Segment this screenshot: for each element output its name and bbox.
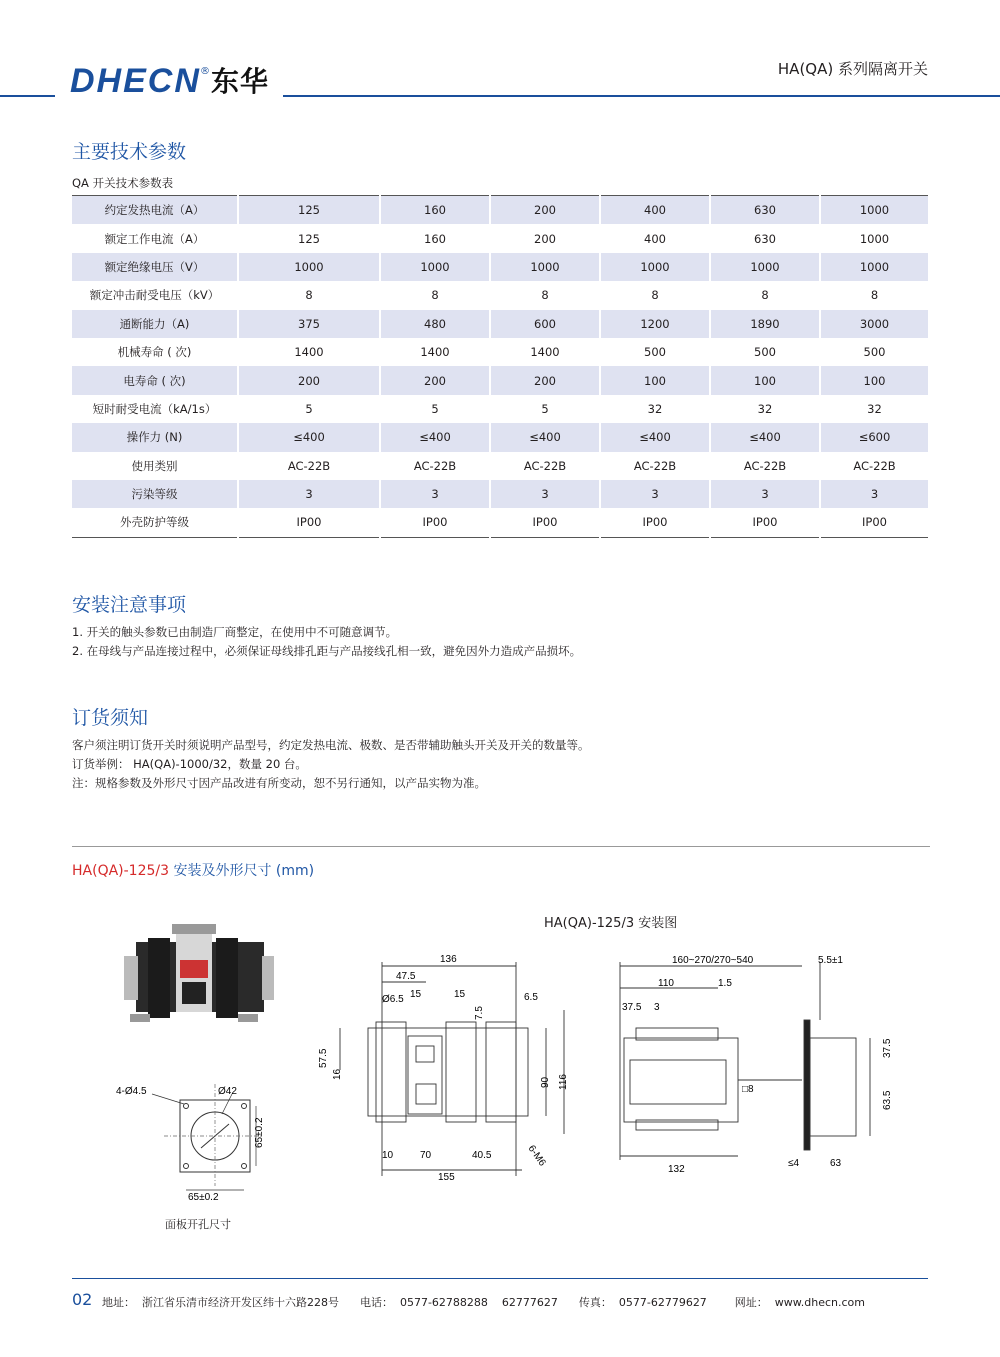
page-number: 02 (72, 1290, 93, 1309)
table-cell: 1400 (490, 338, 600, 366)
table-cell: 5 (238, 395, 380, 423)
front-dim: 15 (410, 989, 422, 1000)
table-cell: ≤400 (490, 423, 600, 451)
table-cell: 375 (238, 310, 380, 338)
drawing-title-text: 安装及外形尺寸 (mm) (169, 863, 315, 879)
table-cell: 8 (820, 281, 928, 309)
panel-cutout-drawing (112, 1078, 272, 1208)
table-cell: 500 (600, 338, 710, 366)
registered-mark: ® (200, 66, 210, 77)
section-title-order: 订货须知 (72, 707, 149, 729)
table-cell: AC-22B (238, 452, 380, 480)
row-label: 短时耐受电流（kA/1s） (72, 395, 238, 423)
table-cell: 400 (600, 224, 710, 252)
install-diagram-title: HA(QA)-125/3 安装图 (544, 916, 678, 931)
row-label: 操作力 (N) (72, 423, 238, 451)
table-cell: 200 (238, 366, 380, 394)
table-cell: 1000 (820, 253, 928, 281)
front-dim: 70 (420, 1150, 432, 1161)
product-photo (118, 920, 278, 1028)
side-view-drawing (600, 950, 900, 1180)
table-cell: 160 (380, 196, 490, 225)
table-cell: 125 (238, 196, 380, 225)
table-cell: 5 (380, 395, 490, 423)
table-cell: AC-22B (490, 452, 600, 480)
table-cell: 500 (820, 338, 928, 366)
table-cell: 630 (710, 196, 820, 225)
table-cell: 1400 (238, 338, 380, 366)
row-label: 额定绝缘电压（V） (72, 253, 238, 281)
front-dim: 136 (440, 954, 457, 965)
header-rule-left (0, 95, 55, 97)
table-cell: IP00 (238, 508, 380, 537)
footer-contact: 地址： 浙江省乐清市经济开发区纬十六路228号 电话： 0577-62788288 62777627 传真： 0577-62779627 网址： www.dhecn.com (102, 1296, 865, 1309)
table-cell: 8 (380, 281, 490, 309)
table-cell: AC-22B (820, 452, 928, 480)
table-cell: 1000 (710, 253, 820, 281)
table-cell: 32 (600, 395, 710, 423)
table-cell: 32 (820, 395, 928, 423)
side-dim: 37.5 (882, 1038, 893, 1058)
panel-h-dim: 65±0.2 (254, 1117, 265, 1148)
table-row (72, 310, 928, 338)
side-dim: □8 (742, 1084, 754, 1095)
table-cell: 5 (490, 395, 600, 423)
section-divider (72, 846, 930, 847)
section-title-install: 安装注意事项 (72, 594, 187, 616)
table-cell: 400 (600, 196, 710, 225)
row-label: 约定发热电流（A） (72, 196, 238, 225)
table-row (72, 196, 928, 225)
table-row (72, 452, 928, 480)
table-cell: 200 (490, 366, 600, 394)
table-cell: 8 (600, 281, 710, 309)
table-cell: ≤400 (710, 423, 820, 451)
table-row (72, 366, 928, 394)
table-cell: AC-22B (600, 452, 710, 480)
table-cell: 1000 (238, 253, 380, 281)
row-label: 额定冲击耐受电压（kV） (72, 281, 238, 309)
row-label: 机械寿命 ( 次) (72, 338, 238, 366)
table-cell: 200 (490, 224, 600, 252)
table-caption: QA 开关技术参数表 (72, 176, 174, 190)
row-label: 额定工作电流（A） (72, 224, 238, 252)
table-cell: 200 (380, 366, 490, 394)
row-label: 电寿命 ( 次) (72, 366, 238, 394)
front-dim: 15 (454, 989, 466, 1000)
table-cell: 32 (710, 395, 820, 423)
table-cell: 100 (600, 366, 710, 394)
table-cell: 200 (490, 196, 600, 225)
table-cell: AC-22B (710, 452, 820, 480)
table-row (72, 395, 928, 423)
table-cell: 600 (490, 310, 600, 338)
table-cell: 1400 (380, 338, 490, 366)
row-label: 通断能力（A) (72, 310, 238, 338)
row-label: 污染等级 (72, 480, 238, 508)
table-cell: 3 (380, 480, 490, 508)
table-cell: IP00 (710, 508, 820, 537)
table-cell: ≤400 (600, 423, 710, 451)
side-dim: 110 (658, 978, 674, 989)
front-dim: Ø6.5 (382, 994, 404, 1005)
side-dim: 37.5 (622, 1002, 642, 1013)
panel-center-dim: Ø42 (218, 1086, 237, 1097)
table-row (72, 508, 928, 537)
table-cell: IP00 (820, 508, 928, 537)
table-cell: 1000 (820, 196, 928, 225)
table-cell: 8 (490, 281, 600, 309)
table-cell: 630 (710, 224, 820, 252)
table-cell: IP00 (380, 508, 490, 537)
table-cell: ≤400 (238, 423, 380, 451)
order-notes (72, 736, 590, 793)
install-note: 1. 开关的触头参数已由制造厂商整定，在使用中不可随意调节。 (72, 625, 398, 639)
table-cell: 1000 (490, 253, 600, 281)
table-cell: IP00 (600, 508, 710, 537)
table-cell: 500 (710, 338, 820, 366)
table-cell: 3 (710, 480, 820, 508)
row-label: 外壳防护等级 (72, 508, 238, 537)
front-dim: 116 (558, 1074, 569, 1090)
table-cell: 1000 (820, 224, 928, 252)
table-cell: ≤600 (820, 423, 928, 451)
page-header-title: HA(QA) 系列隔离开关 (777, 60, 928, 78)
table-cell: 3 (490, 480, 600, 508)
table-cell: 1890 (710, 310, 820, 338)
table-cell: AC-22B (380, 452, 490, 480)
table-cell: 160 (380, 224, 490, 252)
table-cell: ≤400 (380, 423, 490, 451)
logo-text-en: DHECN (70, 62, 201, 100)
side-dim: 63 (830, 1158, 842, 1169)
table-cell: 1000 (380, 253, 490, 281)
table-row (72, 480, 928, 508)
table-cell: 8 (710, 281, 820, 309)
side-dim: 1.5 (718, 978, 732, 989)
table-cell: 1200 (600, 310, 710, 338)
drawing-model: HA(QA)-125/3 (72, 863, 170, 879)
front-dim: 7.5 (474, 1006, 485, 1020)
table-cell: 125 (238, 224, 380, 252)
front-dim: 16 (332, 1068, 343, 1080)
row-label: 使用类别 (72, 452, 238, 480)
side-dim: 63.5 (882, 1090, 893, 1110)
front-dim: 10 (382, 1150, 394, 1161)
table-row (72, 253, 928, 281)
table-cell: 3 (238, 480, 380, 508)
order-note: 订货举例： HA(QA)-1000/32，数量 20 台。 (72, 757, 307, 771)
front-dim: 47.5 (396, 971, 416, 982)
table-cell: 3 (820, 480, 928, 508)
side-dim: 3 (654, 1002, 660, 1013)
table-cell: 3000 (820, 310, 928, 338)
side-dim: 132 (668, 1164, 685, 1175)
install-notes (72, 623, 581, 661)
section-title-params: 主要技术参数 (72, 141, 187, 163)
order-note: 客户须注明订货开关时须说明产品型号，约定发热电流、极数、是否带辅助触头开关及开关的数量等。 (72, 738, 590, 752)
parameter-table (72, 195, 928, 538)
front-dim: 90 (540, 1076, 551, 1088)
install-note: 2. 在母线与产品连接过程中，必须保证母线排孔距与产品接线孔相一致，避免因外力造成产品损坏。 (72, 644, 582, 658)
drawing-section-title (72, 860, 314, 880)
front-dim: 57.5 (318, 1048, 329, 1068)
table-cell: 8 (238, 281, 380, 309)
footer-rule (72, 1278, 928, 1279)
logo-text-cn: 东华 (211, 65, 270, 98)
front-dim: 6.5 (524, 992, 538, 1003)
table-cell: IP00 (490, 508, 600, 537)
header-rule-right (283, 95, 1000, 97)
front-dim: 6-M6 (525, 1143, 548, 1169)
front-view-drawing (316, 950, 576, 1190)
table-row (72, 224, 928, 252)
table-cell: 1000 (600, 253, 710, 281)
panel-holes-dim: 4-Ø4.5 (116, 1086, 147, 1097)
table-row (72, 281, 928, 309)
table-cell: 480 (380, 310, 490, 338)
table-row (72, 423, 928, 451)
table-row (72, 338, 928, 366)
order-note: 注：规格参数及外形尺寸因产品改进有所变动，恕不另行通知，以产品实物为准。 (72, 776, 486, 790)
panel-w-dim: 65±0.2 (188, 1192, 219, 1203)
table-cell: 3 (600, 480, 710, 508)
table-cell: 100 (820, 366, 928, 394)
front-dim: 40.5 (472, 1150, 492, 1161)
side-dim: ≤4 (788, 1158, 800, 1169)
front-dim: 155 (438, 1172, 455, 1183)
table-cell: 100 (710, 366, 820, 394)
side-dim: 5.5±1 (818, 955, 843, 966)
side-dim: 160~270/270~540 (672, 955, 754, 966)
panel-cutout-label: 面板开孔尺寸 (165, 1218, 231, 1231)
